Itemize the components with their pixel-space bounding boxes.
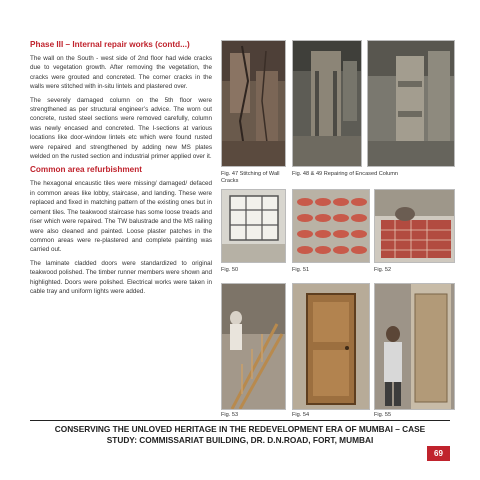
caption-fig55: Fig. 55: [374, 412, 392, 418]
footer-title-line-2: STUDY: COMMISSARIAT BUILDING, DR. D.N.ROAD, FORT, MUMBAI: [106, 434, 374, 445]
footer-divider: [30, 420, 450, 421]
photo-window-lintel: [221, 189, 286, 263]
paragraph-doors-electrical: The laminate cladded doors were standardized to original teakwood polished. The timber runner members were shown and highlighted. Doors were polished. Electrical works were taken in cable tray and uniform lights were added.: [30, 259, 212, 295]
text-column: [30, 40, 212, 300]
photo-encased-column-2: [367, 40, 455, 167]
caption-fig47: Fig. 47 Stitching of Wall Cracks: [221, 171, 280, 184]
caption-fig48-49: Fig. 48 & 49 Repairing of Encased Column: [292, 171, 399, 177]
photo-tile-laying: [374, 189, 455, 263]
footer-title-line-1: CONSERVING THE UNLOVED HERITAGE IN THE REDEVELOPMENT ERA OF MUMBAI – CASE: [54, 424, 426, 434]
caption-fig53: Fig. 53: [221, 412, 239, 418]
photo-staircase-repair: [221, 283, 286, 410]
caption-fig51: Fig. 51: [292, 267, 310, 273]
photo-encased-column-1: [292, 40, 362, 167]
photo-teakwood-door: [292, 283, 370, 410]
caption-fig52: Fig. 52: [374, 267, 392, 273]
paragraph-wall-cracks: The wall on the South - west side of 2nd floor had wide cracks due to vegetation growth. After removing the vegetation, the cracks were grouted and concreted. The corner cracks in the walls were stitched with in-situ lintels and plastered over.: [30, 55, 212, 91]
photo-wall-crack-stitching: [221, 40, 286, 167]
caption-fig50: Fig. 50: [221, 267, 239, 273]
section-heading-common-area: Common area refurbishment: [30, 165, 142, 175]
section-heading-phase-3: Phase III – Internal repair works (contd...): [30, 40, 190, 49]
paragraph-column-repair: The severely damaged column on the 5th floor were strengthened as per structural engineer’s advice. The worn out concrete, rusted steel sections were removed carefully, column was newly encased and concreted. The I-sections at various locations like door-window lintels etc which were found rusted were repaired and strengthened by adding new MS plates welded on the rusted section and industrial primer applied over it.: [30, 96, 212, 161]
paragraph-tiles-staircase: The hexagonal encaustic tiles were missing/ damaged/ defaced in common areas like lobby, staircase, and landing. These were replaced and fixed in matching pattern of the existing ones but in cement tiles. The teakwood staircase has some loose treads and riser which were repaired. The TW balustrade and the MS railing were also cleaned and painted. Loose plaster patches in the common areas were re-plastered and complete painting was carried out.: [30, 180, 212, 254]
photo-cement-tiles-stack: [292, 189, 370, 263]
page-number: 69: [427, 446, 450, 461]
photo-electrical-works: [374, 283, 455, 410]
footer-title: [30, 424, 450, 445]
caption-fig54: Fig. 54: [292, 412, 310, 418]
